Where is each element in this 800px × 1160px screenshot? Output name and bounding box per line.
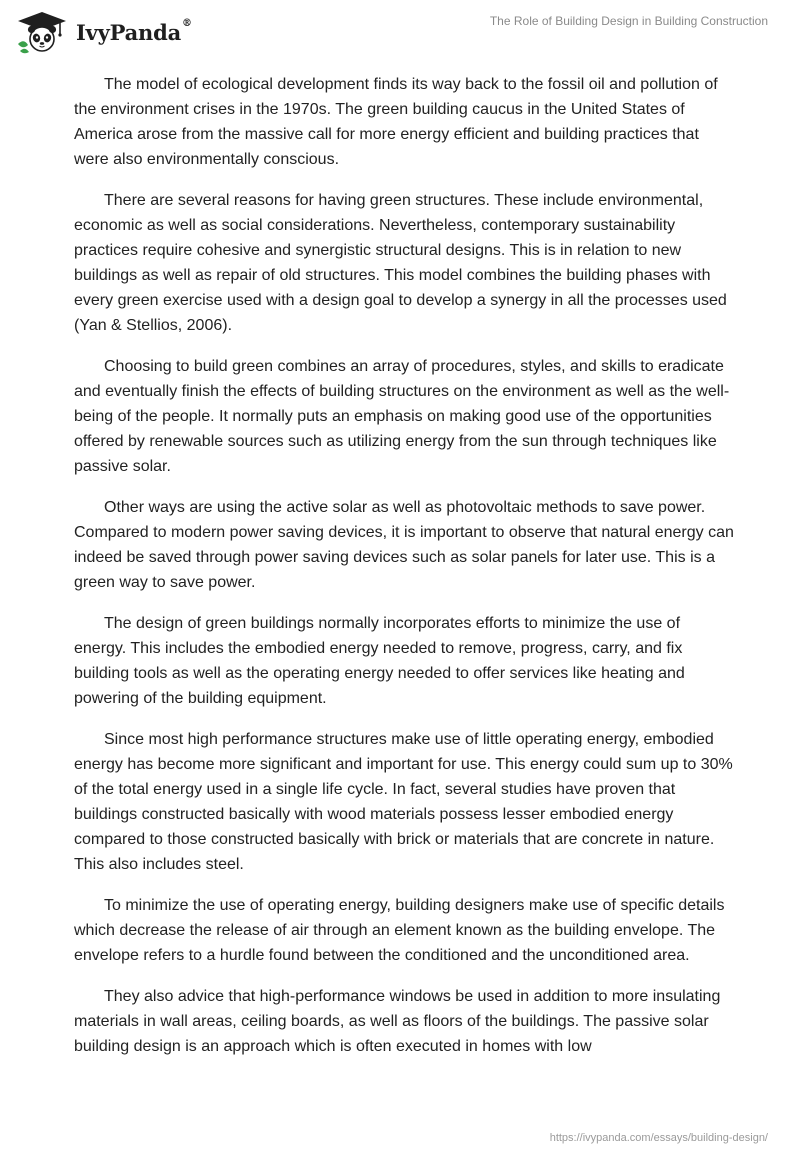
paragraph: Other ways are using the active solar as well as photovoltaic methods to save power. Compared to modern power saving devices, it is important to observe that natural energy can indeed be saved through power saving devices such as solar panels for later use. This is a green way to save power.	[74, 499, 734, 591]
page-header	[0, 0, 800, 60]
paragraph: There are several reasons for having green structures. These include environmental, economic as well as social considerations. Nevertheless, contemporary sustainability practices require cohesive and synergistic structural designs. This is in relation to new buildings as well as repair of old structures. This model combines the building phases with every green exercise used with a design goal to develop a synergy in all the processes used (Yan & Stellios, 2006).	[74, 192, 727, 334]
paragraph: The model of ecological development finds its way back to the fossil oil and pollution of the environment crises in the 1970s. The green building caucus in the United States of America arose from the massive call for more energy efficient and building practices that were also environmentally conscious.	[74, 76, 718, 168]
paragraph: The design of green buildings normally incorporates efforts to minimize the use of energy. This includes the embodied energy needed to remove, progress, carry, and fix building tools as well as the operating energy needed to offer services like heating and powering of the building equipment.	[74, 615, 685, 707]
source-url[interactable]: https://ivypanda.com/essays/building-design/	[549, 1132, 768, 1144]
paragraph: To minimize the use of operating energy, building designers make use of specific details which decrease the release of air through an element known as the building envelope. The envelope refers to a hurdle found between the conditioned and the unconditioned area.	[74, 897, 725, 964]
essay-body	[74, 72, 734, 1075]
panda-graduate-logo-icon	[16, 10, 68, 54]
paragraph: They also advice that high-performance windows be used in addition to more insulating materials in wall areas, ceiling boards, as well as floors of the buildings. The passive solar building design is an approach which is often executed in homes with low	[74, 988, 721, 1055]
paragraph: Since most high performance structures make use of little operating energy, embodied energy has become more significant and important for use. This energy could sum up to 30% of the total energy used in a single life cycle. In fact, several studies have proven that buildings constructed basically with wood materials possess lesser embodied energy compared to those constructed basically with brick or materials that are concrete in nature. This also includes steel.	[74, 731, 733, 873]
paragraph: Choosing to build green combines an array of procedures, styles, and skills to eradicate and eventually finish the effects of building structures on the environment as well as the well-being of the people. It normally puts an emphasis on making good use of the opportunities offered by renewable sources such as utilizing energy from the sun through techniques like passive solar.	[74, 358, 730, 475]
brand-name: IvyPanda®	[76, 17, 192, 45]
brand-logo[interactable]	[16, 10, 192, 54]
document-title: The Role of Building Design in Building Construction	[489, 14, 768, 28]
